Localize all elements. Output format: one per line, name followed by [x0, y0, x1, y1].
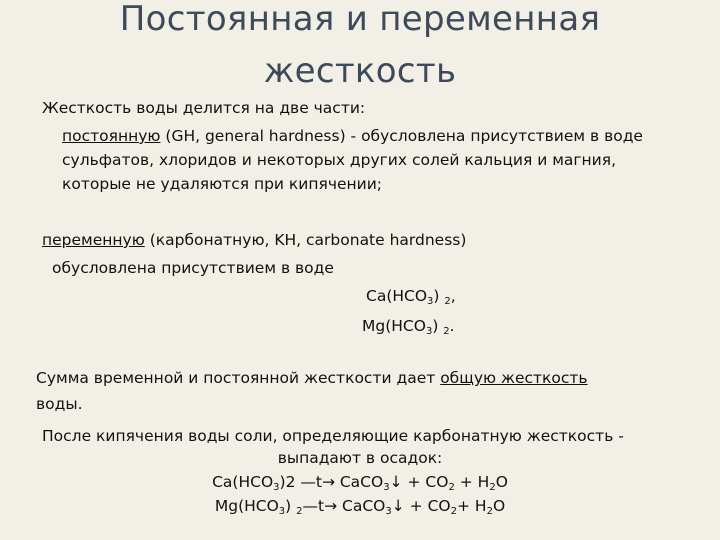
temporary-line-1 [42, 228, 466, 252]
sum-line-2: воды. [36, 395, 83, 413]
boiling-line-1: После кипячения воды соли, определяющие карбонатную жесткость - [42, 427, 624, 445]
permanent-term: постоянную [62, 127, 161, 145]
title-line-2: жесткость [263, 51, 457, 91]
temporary-desc: (карбонатную, KH, carbonate hardness) [144, 231, 467, 249]
temporary-term: переменную [42, 231, 145, 249]
intro-text: Жесткость воды делится на две части: [42, 99, 366, 117]
sum-text: Сумма временной и постоянной жесткости дает [36, 369, 441, 387]
permanent-line-1 [62, 124, 643, 148]
title-line-1: Постоянная и переменная [119, 0, 601, 39]
permanent-desc: (GH, general hardness) - обусловлена присутствием в воде [160, 127, 643, 145]
boiling-line-2: выпадают в осадок: [277, 449, 443, 467]
formula-ca-hco3: $Ca(HCO_3)$ $_2$, [366, 287, 456, 307]
sum-line-1 [36, 366, 588, 390]
reaction-mg: $Mg(HCO_3)$ $_2$—t→ CaCO$_3$↓ + $CO_2+ H_2O$ [214, 497, 506, 517]
reaction-ca: $Ca(HCO_3)2$ —t→ CaCO$_3$↓ + $CO_2 + H_2O$ [212, 473, 508, 493]
permanent-line-2: сульфатов, хлоридов и некоторых других солей кальция и магния, [62, 151, 616, 169]
permanent-line-3: которые не удаляются при кипячении; [62, 175, 383, 193]
formula-mg-hco3: $Mg(HCO_3)$ $_2$. [362, 317, 455, 337]
total-hardness-term: общую жесткость [440, 369, 588, 387]
temporary-line-2: обусловлена присутствием в воде [52, 259, 334, 277]
